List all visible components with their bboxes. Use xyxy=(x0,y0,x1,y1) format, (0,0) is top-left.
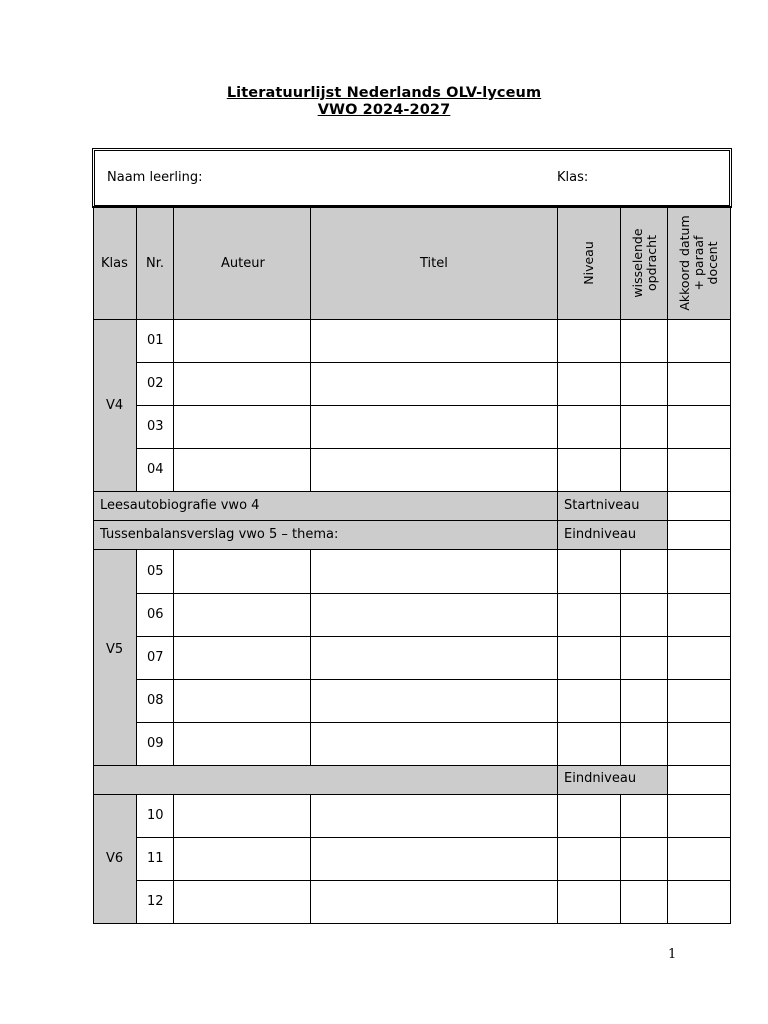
klas-cell-v5 xyxy=(94,549,136,765)
grid-line xyxy=(136,549,137,766)
row-number: 10 xyxy=(147,808,164,823)
klas-label-v4: V4 xyxy=(106,398,124,413)
grid-line xyxy=(93,549,731,550)
grid-line xyxy=(310,549,311,766)
eindniveau-label: Eindniveau xyxy=(564,771,637,786)
grid-line xyxy=(136,405,731,406)
grid-line xyxy=(136,837,731,838)
header-titel: Titel xyxy=(420,256,448,271)
grid-line xyxy=(136,593,731,594)
grid-line xyxy=(620,794,621,924)
grid-line xyxy=(93,206,731,208)
grid-line xyxy=(620,549,621,766)
grid-line xyxy=(136,880,731,881)
row-number: 01 xyxy=(147,333,164,348)
row-number: 03 xyxy=(147,419,164,434)
row-number: 11 xyxy=(147,851,164,866)
grid-line xyxy=(93,491,731,492)
row-number: 12 xyxy=(147,894,164,909)
grid-line xyxy=(173,549,174,766)
grid-line xyxy=(136,722,731,723)
header-akkoord-datum: Akkoord datum + paraaf docent xyxy=(677,215,720,311)
grid-line xyxy=(557,206,558,924)
header-niveau: Niveau xyxy=(581,241,596,285)
grid-line xyxy=(310,794,311,924)
eindniveau-label: Eindniveau xyxy=(564,527,637,542)
row-number: 06 xyxy=(147,607,164,622)
grid-line xyxy=(173,206,174,492)
grid-line xyxy=(136,206,137,492)
klas-label-v6: V6 xyxy=(106,851,124,866)
startniveau-label: Startniveau xyxy=(564,498,640,513)
row-number: 08 xyxy=(147,693,164,708)
row-number: 02 xyxy=(147,376,164,391)
header-wisselende-opdracht: wisselende opdracht xyxy=(630,228,659,298)
grid-line xyxy=(136,448,731,449)
row-number: 07 xyxy=(147,650,164,665)
header-klas: Klas xyxy=(101,256,128,271)
grid-line xyxy=(620,206,621,492)
grid-line xyxy=(93,794,731,795)
header-nr: Nr. xyxy=(146,256,165,271)
grid-line xyxy=(136,679,731,680)
grid-line xyxy=(93,520,731,521)
grid-line xyxy=(136,794,137,924)
grid-line xyxy=(93,765,731,766)
document-title-line-1: Literatuurlijst Nederlands OLV-lyceum xyxy=(226,85,542,101)
grid-line xyxy=(93,923,731,924)
tussenbalans-label: Tussenbalansverslag vwo 5 – thema: xyxy=(100,527,339,542)
document-title-line-2: VWO 2024-2027 xyxy=(317,102,451,118)
grid-line xyxy=(667,206,668,924)
grid-line xyxy=(310,206,311,492)
student-class-label: Klas: xyxy=(557,170,589,185)
leesautobiografie-label: Leesautobiografie vwo 4 xyxy=(100,498,260,513)
grid-line xyxy=(93,319,731,320)
grid-line xyxy=(136,362,731,363)
klas-label-v5: V5 xyxy=(106,642,124,657)
row-number: 05 xyxy=(147,564,164,579)
grid-line xyxy=(136,636,731,637)
student-name-label: Naam leerling: xyxy=(107,170,203,185)
header-auteur: Auteur xyxy=(221,256,265,271)
row-number: 04 xyxy=(147,462,164,477)
grid-line xyxy=(730,206,731,924)
row-number: 09 xyxy=(147,736,164,751)
grid-line xyxy=(93,206,94,924)
page-number: 1 xyxy=(668,947,677,962)
grid-line xyxy=(173,794,174,924)
